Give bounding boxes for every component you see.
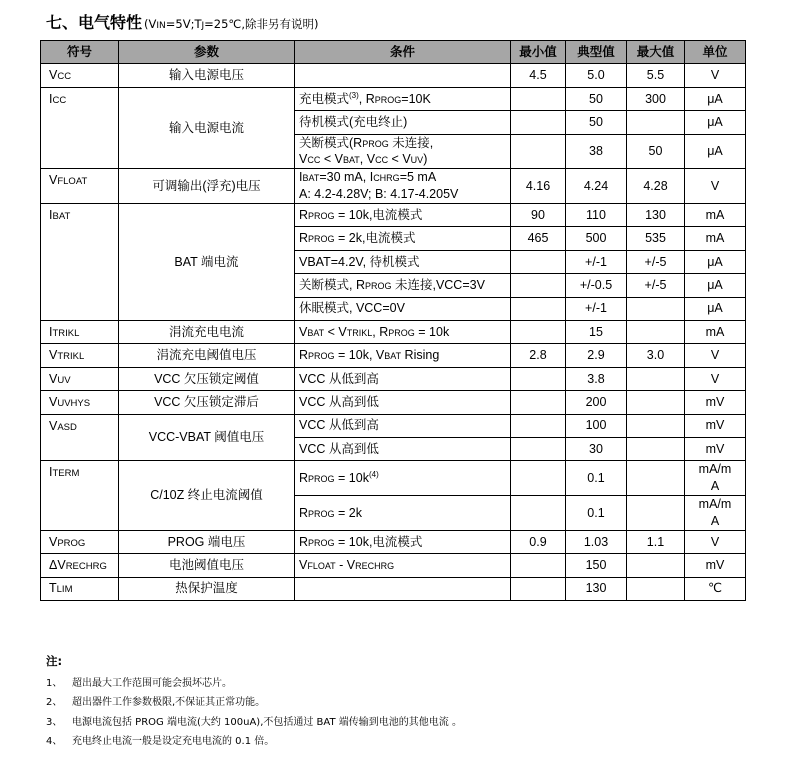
- parameter-cell: 热保护温度: [119, 577, 295, 600]
- min-cell: 0.9: [511, 530, 566, 553]
- typ-cell: 200: [566, 391, 627, 414]
- table-row: [41, 344, 746, 367]
- max-cell: [627, 367, 685, 390]
- unit-cell: mA: [685, 227, 746, 250]
- condition-cell: RPROG = 2k,电流模式: [295, 227, 511, 250]
- min-cell: 2.8: [511, 344, 566, 367]
- typ-cell: +/-1: [566, 297, 627, 320]
- header-max: 最大值: [627, 41, 685, 64]
- min-cell: [511, 321, 566, 344]
- electrical-characteristics-table: [40, 40, 746, 601]
- max-cell: 130: [627, 204, 685, 227]
- max-cell: [627, 577, 685, 600]
- min-cell: [511, 250, 566, 273]
- unit-cell: mA: [685, 321, 746, 344]
- max-cell: 5.5: [627, 64, 685, 87]
- table-row: [41, 577, 746, 600]
- unit-cell: μA: [685, 87, 746, 110]
- parameter-cell: VCC 欠压锁定滞后: [119, 391, 295, 414]
- min-cell: 90: [511, 204, 566, 227]
- symbol-cell: VUVHYS: [41, 391, 119, 414]
- parameter-cell: 可调输出(浮充)电压: [119, 169, 295, 204]
- condition-cell: 充电模式$^{(3)}$, RPROG=10K: [295, 87, 511, 110]
- note-item: 3、 电源电流包括 PROG 端电流(大约 100uA),不包括通过 BAT 端传输到电池的其他电流 。: [46, 716, 462, 728]
- condition-cell: RPROG = $10k^{(4)}$: [295, 461, 511, 496]
- condition-cell: VCC 从低到高: [295, 414, 511, 437]
- symbol-cell: ITERM: [41, 461, 119, 531]
- parameter-cell: 输入电源电压: [119, 64, 295, 87]
- parameter-cell: 涓流充电阈值电压: [119, 344, 295, 367]
- condition-cell: 关断模式(RPROG 未连接, VCC < VBAT, VCC < VUV): [295, 134, 511, 169]
- max-cell: [627, 111, 685, 134]
- typ-cell: 5.0: [566, 64, 627, 87]
- typ-cell: 100: [566, 414, 627, 437]
- symbol-cell: VCC: [41, 64, 119, 87]
- header-symbol: 符号: [41, 41, 119, 64]
- table-row: [41, 554, 746, 577]
- unit-cell: mA: [685, 204, 746, 227]
- header-condition: 条件: [295, 41, 511, 64]
- min-cell: 4.16: [511, 169, 566, 204]
- unit-cell: V: [685, 64, 746, 87]
- max-cell: [627, 321, 685, 344]
- max-cell: [627, 414, 685, 437]
- condition-cell: RPROG = 10k, VBAT Rising: [295, 344, 511, 367]
- max-cell: 4.28: [627, 169, 685, 204]
- typ-cell: 150: [566, 554, 627, 577]
- min-cell: [511, 87, 566, 110]
- unit-cell: mV: [685, 414, 746, 437]
- header-parameter: 参数: [119, 41, 295, 64]
- condition-cell: VCC 从低到高: [295, 367, 511, 390]
- unit-cell: V: [685, 530, 746, 553]
- max-cell: [627, 496, 685, 531]
- note-item: 1、 超出最大工作范围可能会损坏芯片。: [46, 677, 232, 689]
- table-row: [41, 64, 746, 87]
- typ-cell: 38: [566, 134, 627, 169]
- max-cell: [627, 391, 685, 414]
- max-cell: 300: [627, 87, 685, 110]
- min-cell: [511, 391, 566, 414]
- max-cell: 535: [627, 227, 685, 250]
- condition-cell: 待机模式(充电终止): [295, 111, 511, 134]
- parameter-cell: VCC 欠压锁定阈值: [119, 367, 295, 390]
- table-row: [41, 204, 746, 227]
- section-title: 七、电气特性: [46, 13, 143, 32]
- symbol-cell: VFLOAT: [41, 169, 119, 204]
- typ-cell: 130: [566, 577, 627, 600]
- unit-cell: V: [685, 344, 746, 367]
- condition-cell: VFLOAT - VRECHRG: [295, 554, 511, 577]
- parameter-cell: 涓流充电电流: [119, 321, 295, 344]
- max-cell: [627, 297, 685, 320]
- min-cell: [511, 414, 566, 437]
- max-cell: +/-5: [627, 250, 685, 273]
- typ-cell: 500: [566, 227, 627, 250]
- symbol-cell: VPROG: [41, 530, 119, 553]
- typ-cell: 3.8: [566, 367, 627, 390]
- max-cell: 3.0: [627, 344, 685, 367]
- symbol-cell: TLIM: [41, 577, 119, 600]
- max-cell: 1.1: [627, 530, 685, 553]
- min-cell: [511, 437, 566, 460]
- unit-cell: mV: [685, 554, 746, 577]
- condition-cell: VBAT < VTRIKL, RPROG = 10k: [295, 321, 511, 344]
- typ-cell: 4.24: [566, 169, 627, 204]
- header-min: 最小值: [511, 41, 566, 64]
- unit-cell: mV: [685, 437, 746, 460]
- parameter-cell: C/10Z 终止电流阈值: [119, 461, 295, 531]
- unit-cell: μA: [685, 297, 746, 320]
- condition-cell: RPROG = 2k: [295, 496, 511, 531]
- typ-cell: 50: [566, 87, 627, 110]
- unit-cell: μA: [685, 274, 746, 297]
- min-cell: [511, 577, 566, 600]
- header-typ: 典型值: [566, 41, 627, 64]
- note-item: 4、 充电终止电流一般是设定充电电流的 0.1 倍。: [46, 736, 275, 748]
- condition-cell: IBAT=30 mA, ICHRG=5 mA A: 4.2-4.28V; B: 4.17-4.205V: [295, 169, 511, 204]
- condition-cell: [295, 577, 511, 600]
- symbol-cell: VASD: [41, 414, 119, 461]
- min-cell: 465: [511, 227, 566, 250]
- min-cell: [511, 461, 566, 496]
- test-conditions: (VIN=5V;TJ=25℃,除非另有说明): [144, 17, 319, 31]
- typ-cell: 2.9: [566, 344, 627, 367]
- parameter-cell: VCC-VBAT 阈值电压: [119, 414, 295, 461]
- parameter-cell: PROG 端电压: [119, 530, 295, 553]
- max-cell: 50: [627, 134, 685, 169]
- min-cell: [511, 496, 566, 531]
- unit-cell: ℃: [685, 577, 746, 600]
- parameter-cell: 电池阈值电压: [119, 554, 295, 577]
- typ-cell: 110: [566, 204, 627, 227]
- condition-cell: VCC 从高到低: [295, 437, 511, 460]
- min-cell: 4.5: [511, 64, 566, 87]
- unit-cell: μA: [685, 250, 746, 273]
- condition-cell: RPROG = 10k,电流模式: [295, 204, 511, 227]
- unit-cell: μA: [685, 134, 746, 169]
- unit-cell: μA: [685, 111, 746, 134]
- table-row: [41, 321, 746, 344]
- condition-cell: 关断模式, RPROG 未连接,VCC=3V: [295, 274, 511, 297]
- section-heading: [46, 10, 318, 33]
- condition-cell: [295, 64, 511, 87]
- unit-cell: V: [685, 367, 746, 390]
- table-row: [41, 87, 746, 110]
- symbol-cell: ΔVRECHRG: [41, 554, 119, 577]
- symbol-cell: VUV: [41, 367, 119, 390]
- max-cell: [627, 554, 685, 577]
- condition-cell: RPROG = 10k,电流模式: [295, 530, 511, 553]
- typ-cell: 0.1: [566, 461, 627, 496]
- max-cell: [627, 461, 685, 496]
- symbol-cell: VTRIKL: [41, 344, 119, 367]
- typ-cell: 0.1: [566, 496, 627, 531]
- table-header-row: [41, 41, 746, 64]
- table-row: [41, 414, 746, 437]
- min-cell: [511, 274, 566, 297]
- min-cell: [511, 111, 566, 134]
- max-cell: [627, 437, 685, 460]
- typ-cell: 15: [566, 321, 627, 344]
- unit-cell: mA/m A: [685, 461, 746, 496]
- table-row: [41, 367, 746, 390]
- min-cell: [511, 554, 566, 577]
- note-item: 2、 超出器件工作参数极限,不保证其正常功能。: [46, 697, 266, 709]
- symbol-cell: ICC: [41, 87, 119, 169]
- min-cell: [511, 297, 566, 320]
- parameter-cell: 输入电源电流: [119, 87, 295, 169]
- table-row: [41, 530, 746, 553]
- parameter-cell: BAT 端电流: [119, 204, 295, 321]
- symbol-cell: IBAT: [41, 204, 119, 321]
- condition-cell: 休眠模式, VCC=0V: [295, 297, 511, 320]
- unit-cell: V: [685, 169, 746, 204]
- min-cell: [511, 367, 566, 390]
- table-row: [41, 391, 746, 414]
- unit-cell: mV: [685, 391, 746, 414]
- typ-cell: +/-0.5: [566, 274, 627, 297]
- min-cell: [511, 134, 566, 169]
- notes-section: [46, 654, 462, 755]
- header-unit: 单位: [685, 41, 746, 64]
- condition-cell: VBAT=4.2V, 待机模式: [295, 250, 511, 273]
- typ-cell: 1.03: [566, 530, 627, 553]
- typ-cell: 50: [566, 111, 627, 134]
- typ-cell: 30: [566, 437, 627, 460]
- max-cell: +/-5: [627, 274, 685, 297]
- unit-cell: mA/m A: [685, 496, 746, 531]
- notes-title: 注:: [46, 654, 63, 668]
- condition-cell: VCC 从高到低: [295, 391, 511, 414]
- symbol-cell: ITRIKL: [41, 321, 119, 344]
- typ-cell: +/-1: [566, 250, 627, 273]
